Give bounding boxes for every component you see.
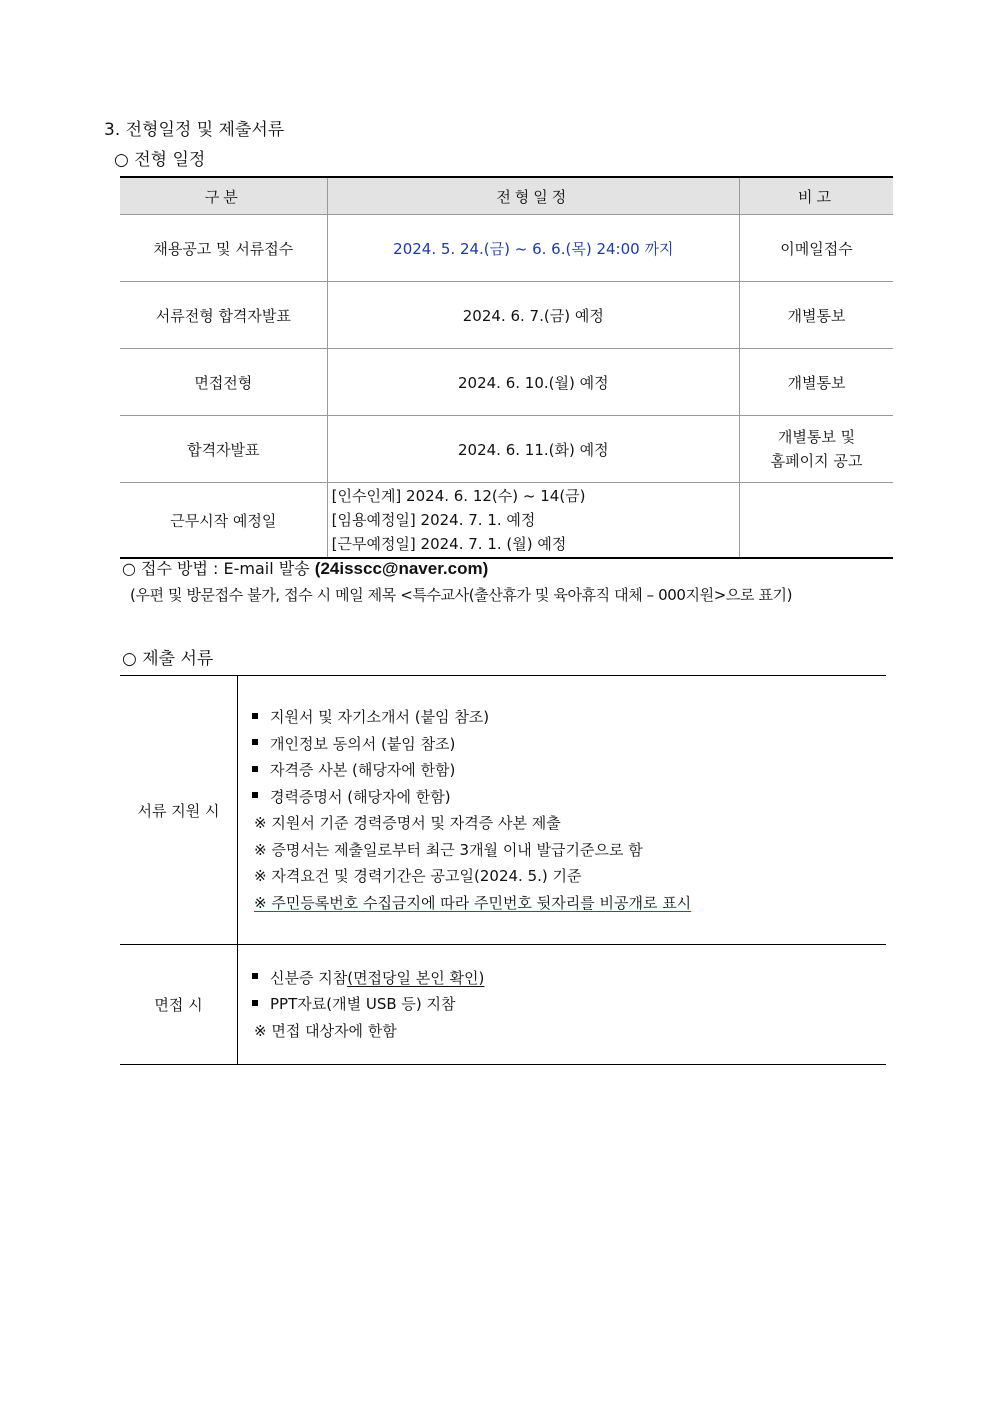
square-bullet-icon [252, 1000, 258, 1006]
list-item: 경력증명서 (해당자에 한함) [252, 784, 885, 811]
date-line: [인수인계] 2024. 6. 12(수) ~ 14(금) [331, 487, 586, 505]
table-row [120, 215, 893, 282]
date-cell: 2024. 5. 24.(금) ~ 6. 6.(목) 24:00 까지 [327, 215, 739, 282]
apply-method-label: ○ 접수 방법 : E-mail 발송 [122, 559, 310, 578]
section-title: 3. 전형일정 및 제출서류 [104, 120, 285, 140]
table-row [120, 416, 893, 483]
date-line: [근무예정일] 2024. 7. 1. (월) 예정 [331, 535, 567, 553]
list-item: 지원서 및 자기소개서 (붙임 참조) [252, 704, 885, 731]
note-line: 개별통보 및 [777, 428, 856, 446]
documents-body [238, 945, 887, 1065]
stage-cell: 합격자발표 [120, 416, 327, 483]
note-cell [739, 483, 893, 559]
note-cell: 개별통보 [739, 349, 893, 416]
stage-cell: 서류전형 합격자발표 [120, 282, 327, 349]
note-cell [739, 416, 893, 483]
list-item: 자격증 사본 (해당자에 한함) [252, 757, 885, 784]
header-category: 구분 [120, 177, 327, 215]
documents-table [120, 675, 886, 1065]
note-line: ※ 면접 대상자에 한함 [254, 1021, 397, 1040]
table-row [120, 282, 893, 349]
apply-email: (24isscc@naver.com) [314, 559, 489, 578]
table-row [120, 483, 893, 559]
table-row [120, 676, 886, 945]
schedule-heading: ○ 전형 일정 [114, 150, 206, 170]
square-bullet-icon [252, 792, 258, 798]
note-cell: 이메일접수 [739, 215, 893, 282]
schedule-table [120, 176, 893, 559]
stage-cell: 채용공고 및 서류접수 [120, 215, 327, 282]
header-note: 비고 [739, 177, 893, 215]
square-bullet-icon [252, 713, 258, 719]
apply-method [122, 556, 488, 579]
documents-body [238, 676, 887, 945]
date-line: [임용예정일] 2024. 7. 1. 예정 [331, 511, 536, 529]
documents-label: 면접 시 [120, 945, 238, 1065]
privacy-note: ※ 주민등록번호 수집금지에 따라 주민번호 뒷자리를 비공개로 표시 [254, 893, 692, 912]
date-cell: 2024. 6. 10.(월) 예정 [327, 349, 739, 416]
table-row [120, 349, 893, 416]
list-item: PPT자료(개별 USB 등) 지참 [252, 991, 885, 1018]
apply-note: (우편 및 방문접수 불가, 접수 시 메일 제목 <특수교사(출산휴가 및 육아휴직 대체 – 000지원>으로 표기) [130, 586, 793, 604]
square-bullet-icon [252, 973, 258, 979]
note-line: ※ 자격요건 및 경력기간은 공고일(2024. 5.) 기준 [254, 867, 582, 885]
documents-heading: ○ 제출 서류 [122, 649, 214, 669]
list-item: 개인정보 동의서 (붙임 참조) [252, 731, 885, 758]
list-item: 신분증 지참(면접당일 본인 확인) [252, 965, 885, 992]
date-cell: 2024. 6. 7.(금) 예정 [327, 282, 739, 349]
header-schedule: 전형일정 [327, 177, 739, 215]
date-cell: 2024. 6. 11.(화) 예정 [327, 416, 739, 483]
note-cell: 개별통보 [739, 282, 893, 349]
stage-cell: 면접전형 [120, 349, 327, 416]
schedule-header-row [120, 177, 893, 215]
table-row [120, 945, 886, 1065]
note-line: ※ 증명서는 제출일로부터 최근 3개월 이내 발급기준으로 함 [254, 840, 643, 859]
square-bullet-icon [252, 739, 258, 745]
note-line: 홈페이지 공고 [770, 452, 863, 470]
stage-cell: 근무시작 예정일 [120, 483, 327, 559]
date-cell [327, 483, 739, 559]
note-line: ※ 지원서 기준 경력증명서 및 자격증 사본 제출 [254, 814, 561, 832]
documents-label: 서류 지원 시 [120, 676, 238, 945]
square-bullet-icon [252, 766, 258, 772]
